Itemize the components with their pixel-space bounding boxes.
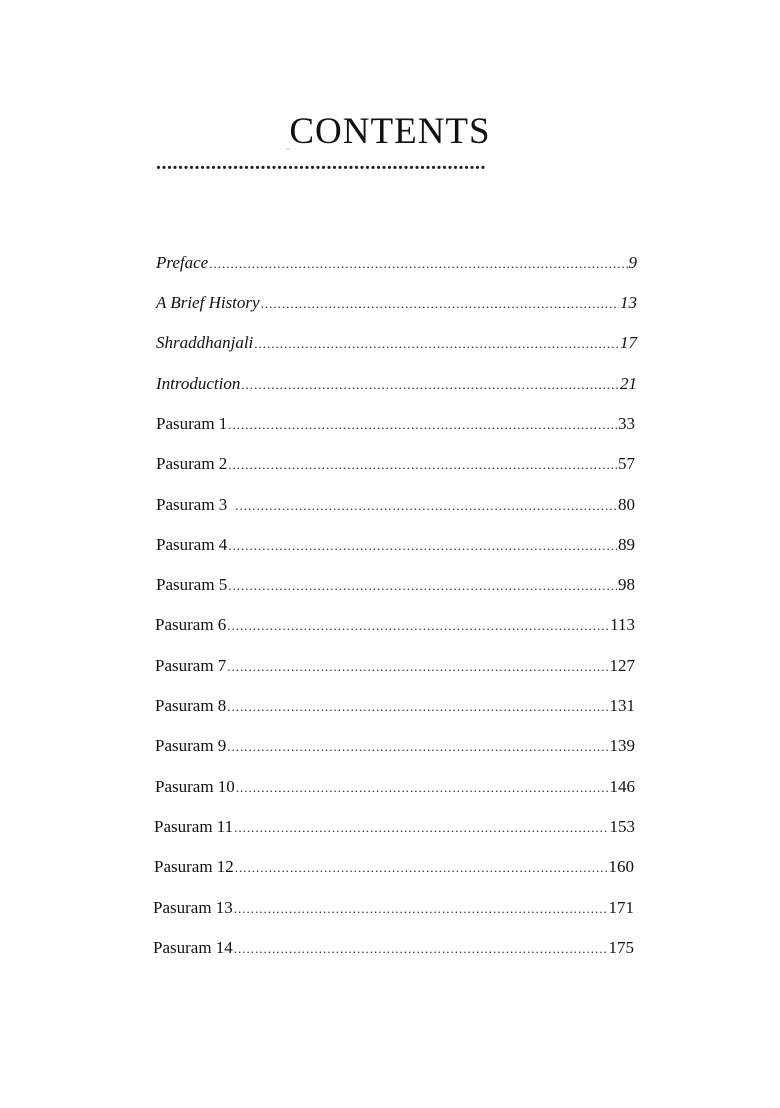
toc-entry-label: Pasuram 11 bbox=[154, 817, 234, 836]
toc-entry-pasuram-5[interactable] bbox=[156, 572, 635, 598]
dot-leader bbox=[235, 855, 608, 881]
toc-entry-page-number: 131 bbox=[609, 696, 635, 715]
toc-entry-pasuram-14[interactable] bbox=[153, 935, 634, 961]
toc-entry-page-number: 33 bbox=[618, 414, 635, 433]
toc-entry-label: Pasuram 10 bbox=[155, 777, 235, 796]
toc-entry-page-number: 171 bbox=[608, 898, 634, 917]
dot-leader bbox=[234, 896, 608, 922]
dot-leader bbox=[228, 533, 617, 559]
toc-entry-page-number: 160 bbox=[608, 857, 634, 876]
toc-entry-pasuram-1[interactable] bbox=[156, 411, 635, 437]
title-dotted-rule: ............................................................ bbox=[156, 152, 486, 174]
toc-entry-label: Pasuram 9 bbox=[155, 736, 227, 755]
toc-entry-page-number: 153 bbox=[609, 817, 635, 836]
toc-entry-page-number: 139 bbox=[609, 736, 635, 755]
toc-entry-page-number: 21 bbox=[620, 374, 637, 393]
toc-entry-shraddhanjali[interactable] bbox=[156, 330, 637, 356]
dot-leader bbox=[254, 331, 619, 357]
toc-entry-pasuram-6[interactable] bbox=[155, 612, 635, 638]
toc-entry-pasuram-9[interactable] bbox=[155, 733, 635, 759]
toc-entry-pasuram-10[interactable] bbox=[155, 774, 635, 800]
toc-entry-page-number: 146 bbox=[609, 777, 635, 796]
toc-entry-pasuram-8[interactable] bbox=[155, 693, 635, 719]
toc-entry-pasuram-12[interactable] bbox=[154, 854, 634, 880]
dot-leader bbox=[261, 291, 619, 317]
dot-leader bbox=[234, 815, 608, 841]
toc-entry-page-number: 127 bbox=[609, 656, 635, 675]
toc-entry-page-number: 80 bbox=[618, 495, 635, 514]
dot-leader bbox=[236, 775, 609, 801]
toc-entry-label: Pasuram 4 bbox=[156, 535, 228, 554]
dot-leader bbox=[227, 654, 608, 680]
toc-entry-label: Shraddhanjali bbox=[156, 333, 254, 352]
dot-leader bbox=[228, 573, 617, 599]
toc-entry-label: A Brief History bbox=[156, 293, 260, 312]
toc-entry-label: Introduction bbox=[156, 374, 241, 393]
page-title: CONTENTS bbox=[289, 111, 491, 152]
dot-leader bbox=[228, 412, 617, 438]
dot-leader bbox=[227, 734, 608, 760]
toc-entry-label: Pasuram 1 bbox=[156, 414, 228, 433]
toc-entry-page-number: 98 bbox=[618, 575, 635, 594]
toc-entry-label: Pasuram 12 bbox=[154, 857, 234, 876]
dot-leader bbox=[227, 694, 608, 720]
toc-entry-page-number: 113 bbox=[610, 615, 635, 634]
toc-entry-pasuram-7[interactable] bbox=[155, 653, 635, 679]
toc-entry-pasuram-11[interactable] bbox=[154, 814, 635, 840]
toc-entry-pasuram-13[interactable] bbox=[153, 895, 634, 921]
toc-entry-label: Pasuram 14 bbox=[153, 938, 233, 957]
dot-leader bbox=[234, 936, 608, 962]
toc-entry-page-number: 9 bbox=[628, 253, 637, 272]
dot-leader bbox=[228, 452, 617, 478]
toc-entry-introduction[interactable] bbox=[156, 371, 637, 397]
toc-entry-label: Pasuram 2 bbox=[156, 454, 228, 473]
toc-entry-page-number: 17 bbox=[620, 333, 637, 352]
print-speck bbox=[287, 148, 289, 150]
toc-entry-brief-history[interactable] bbox=[156, 290, 637, 316]
toc-entry-label: Preface bbox=[156, 253, 209, 272]
toc-entry-page-number: 13 bbox=[620, 293, 637, 312]
toc-entry-pasuram-4[interactable] bbox=[156, 532, 635, 558]
dot-leader bbox=[227, 613, 609, 639]
dot-leader bbox=[235, 493, 617, 519]
dot-leader bbox=[241, 372, 619, 398]
toc-entry-pasuram-3[interactable] bbox=[156, 492, 635, 518]
toc-entry-label: Pasuram 13 bbox=[153, 898, 233, 917]
toc-entry-label: Pasuram 3 bbox=[156, 495, 228, 514]
toc-entry-pasuram-2[interactable] bbox=[156, 451, 635, 477]
toc-entry-label: Pasuram 6 bbox=[155, 615, 227, 634]
dot-leader bbox=[209, 251, 627, 277]
toc-entry-label: Pasuram 5 bbox=[156, 575, 228, 594]
toc-entry-page-number: 57 bbox=[618, 454, 635, 473]
toc-entry-label: Pasuram 8 bbox=[155, 696, 227, 715]
toc-entry-label: Pasuram 7 bbox=[155, 656, 227, 675]
toc-entry-preface[interactable] bbox=[156, 250, 637, 276]
toc-entry-page-number: 89 bbox=[618, 535, 635, 554]
toc-entry-page-number: 175 bbox=[608, 938, 634, 957]
